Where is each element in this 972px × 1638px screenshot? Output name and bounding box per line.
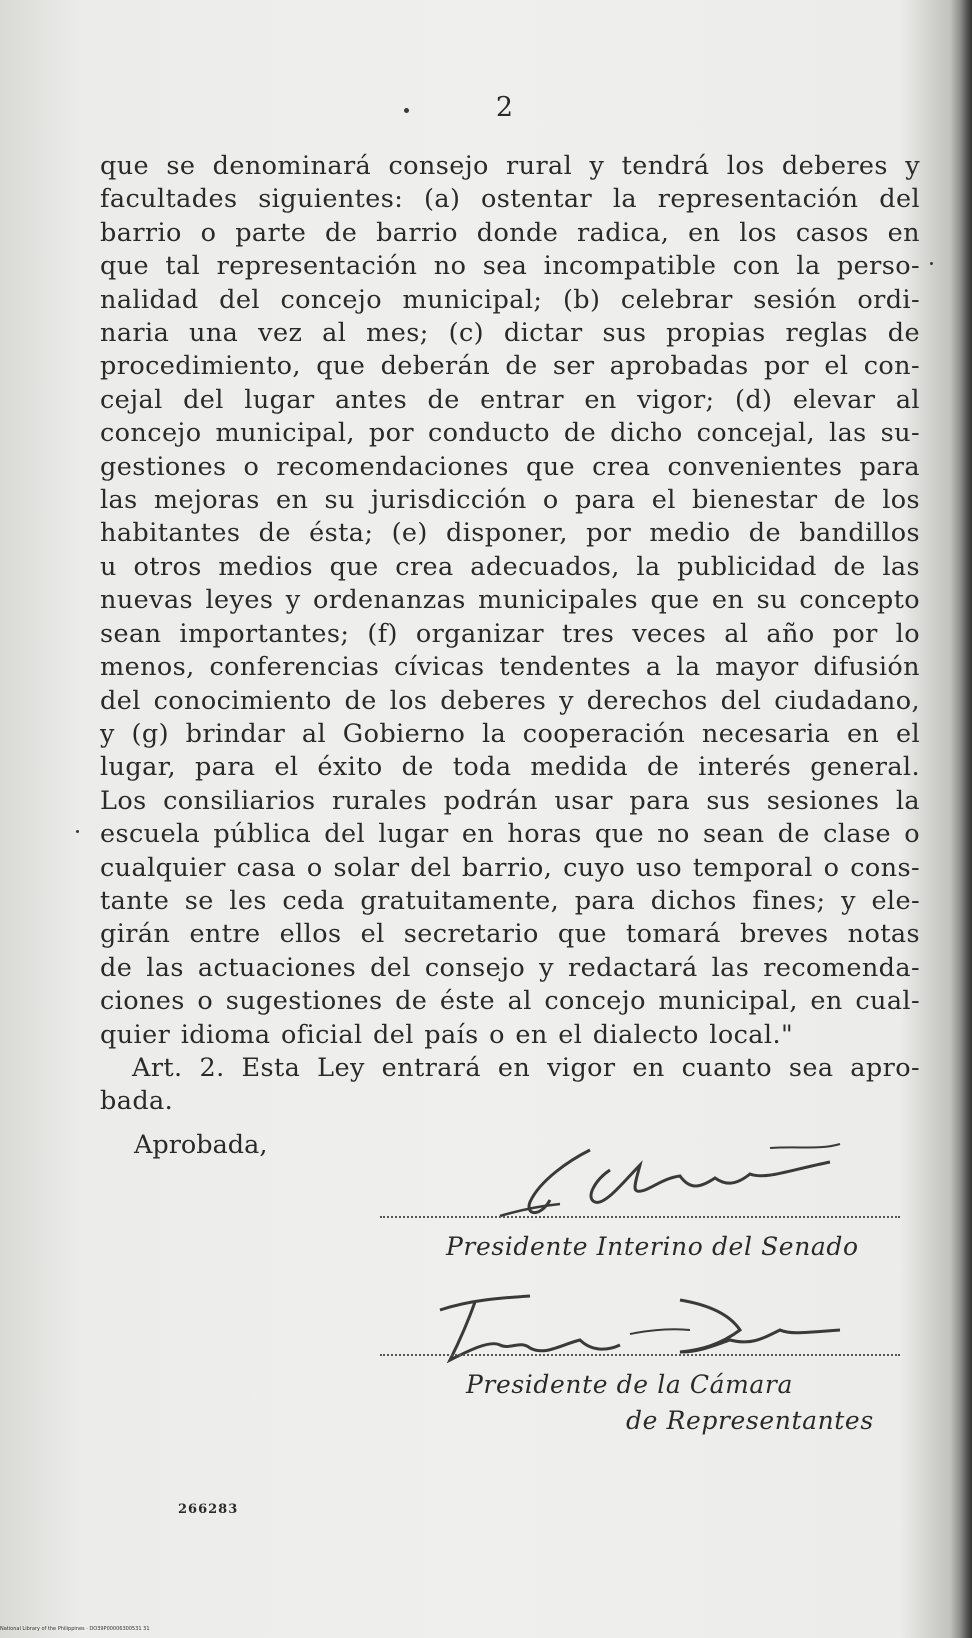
house-president-title-line1: Presidente de la Cámara bbox=[466, 1370, 793, 1399]
article-2-line: Art. 2. Esta Ley entrará en vigor en cuanto sea apro- bbox=[132, 1052, 920, 1083]
body-line: gestiones o recomendaciones que crea convenientes para bbox=[100, 451, 920, 482]
approved-label: Aprobada, bbox=[134, 1130, 268, 1160]
body-line: las mejoras en su jurisdicción o para el bienestar de los bbox=[100, 485, 920, 516]
body-line: quier idioma oficial del país o en el dialecto local." bbox=[100, 1019, 794, 1050]
body-line: u otros medios que crea adecuados, la publicidad de las bbox=[100, 551, 920, 582]
stray-mark bbox=[404, 108, 409, 113]
body-line: que tal representación no sea incompatible con la perso- bbox=[100, 251, 920, 282]
senate-president-title: Presidente Interino del Senado bbox=[446, 1232, 859, 1261]
stray-mark bbox=[76, 830, 79, 833]
body-line: bada. bbox=[100, 1086, 174, 1117]
body-line: lugar, para el éxito de toda medida de interés general. bbox=[100, 752, 920, 783]
body-line: procedimiento, que deberán de ser aprobadas por el con- bbox=[100, 351, 920, 382]
house-president-title-line2: de Representantes bbox=[626, 1406, 874, 1435]
senate-signature-block bbox=[380, 1140, 920, 1290]
signature-1-line bbox=[380, 1216, 900, 1218]
body-line: Los consiliarios rurales podrán usar para sus sesiones la bbox=[100, 785, 920, 816]
body-line: escuela pública del lugar en horas que no sean de clase o bbox=[100, 819, 920, 850]
body-line: cualquier casa o solar del barrio, cuyo uso temporal o cons- bbox=[100, 852, 920, 883]
body-line: naria una vez al mes; (c) dictar sus propias reglas de bbox=[100, 318, 920, 349]
body-line: girán entre ellos el secretario que tomará breves notas bbox=[100, 919, 920, 950]
body-line: sean importantes; (f) organizar tres veces al año por lo bbox=[100, 618, 920, 649]
body-line: que se denominará consejo rural y tendrá los deberes y bbox=[100, 151, 920, 181]
body-line: facultades siguientes: (a) ostentar la representación del bbox=[100, 184, 920, 215]
body-line: y (g) brindar al Gobierno la cooperación necesaria en el bbox=[100, 718, 920, 749]
signature-2-image bbox=[380, 1290, 920, 1380]
body-line: menos, conferencias cívicas tendentes a la mayor difusión bbox=[100, 652, 920, 683]
body-line: de las actuaciones del consejo y redactará las recomenda- bbox=[100, 952, 920, 983]
body-line: del conocimiento de los deberes y derechos del ciudadano, bbox=[100, 685, 920, 716]
stray-mark bbox=[930, 262, 933, 265]
law-body-text bbox=[100, 150, 920, 1119]
archive-footer: National Library of the Philippines · DO39P00006300531 31 bbox=[0, 1626, 150, 1632]
signature-2-line bbox=[380, 1354, 900, 1356]
body-line: nalidad del concejo municipal; (b) celebrar sesión ordi- bbox=[100, 284, 920, 315]
house-signature-block bbox=[380, 1290, 920, 1480]
body-line: concejo municipal, por conducto de dicho concejal, las su- bbox=[100, 418, 920, 449]
page-binding-shadow bbox=[950, 0, 972, 1638]
body-line: habitantes de ésta; (e) disponer, por medio de bandillos bbox=[100, 518, 920, 549]
body-line: tante se les ceda gratuitamente, para dichos fines; y ele- bbox=[100, 885, 920, 916]
body-line: cejal del lugar antes de entrar en vigor; (d) elevar al bbox=[100, 384, 920, 415]
page-number: 2 bbox=[495, 92, 515, 123]
reference-number: 266283 bbox=[178, 1502, 239, 1517]
body-line: barrio o parte de barrio donde radica, en los casos en bbox=[100, 217, 920, 248]
body-line: ciones o sugestiones de éste al concejo municipal, en cual- bbox=[100, 986, 920, 1017]
body-line: nuevas leyes y ordenanzas municipales que en su concepto bbox=[100, 585, 920, 616]
